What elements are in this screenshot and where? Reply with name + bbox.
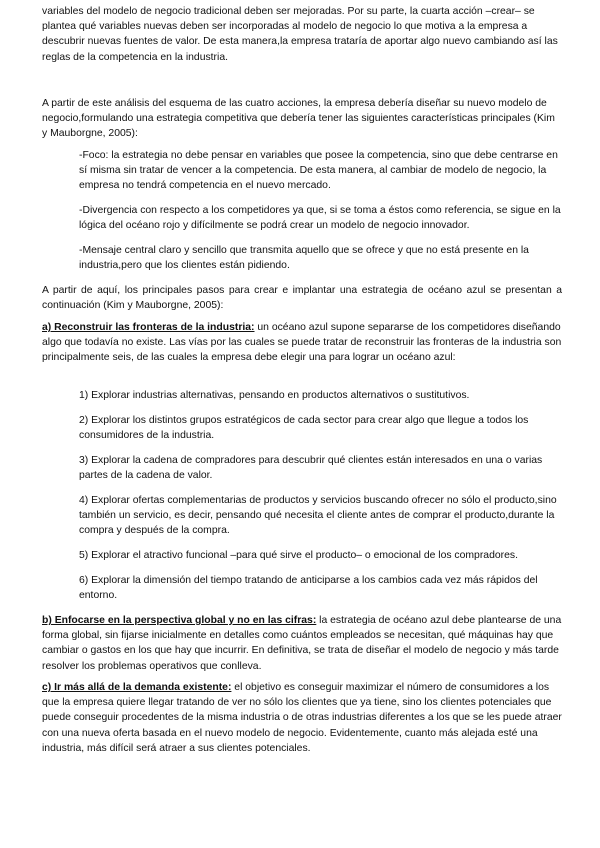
section-c-text: el objetivo es conseguir maximizar el número de consumidores a los que la empresa quiere llegar tratando de ver no sólo los clientes que ya tiene, sino los clientes potenciales que puede conseguir procedentes de la misma industria o de otras industrias diferentes a los que se les puede atraer con una nueva oferta basada en el nuevo modelo de negocio. Evidentemente, cuanto más alejada esté una industria, más difícil será atraer a sus clientes potenciales. (42, 682, 562, 754)
list-item-3: 3) Explorar la cadena de compradores para descubrir qué clientes están interesados en una o varias partes de la cadena de valor. (79, 455, 543, 482)
list-item-6: 6) Explorar la dimensión del tiempo tratando de anticiparse a los cambios cada vez más rápidos del entorno. (79, 575, 538, 602)
section-b-heading: b) Enfocarse en la perspectiva global y no en las cifras: (42, 615, 317, 626)
list-item-1: 1) Explorar industrias alternativas, pensando en productos alternativos o sustitutivos. (79, 390, 470, 401)
paragraph-pasos: A partir de aquí, los principales pasos para crear e implantar una estrategia de océano azul se presentan a continuación (Kim y Mauborgne, 2005): (42, 285, 562, 312)
section-c (42, 680, 562, 756)
section-a (42, 320, 562, 366)
section-b-text: la estrategia de océano azul debe plantearse de una forma global, sin fijarse inicialmente en detalles como cuántos empleados se necesitan, qué máquinas hay que cambiar o gastos en los que hay que incurrir. En definitiva, se trata de diseñar el modelo de negocio y más tarde resolver los problemas operativos que conlleva. (42, 615, 562, 672)
section-a-text: un océano azul supone separarse de los competidores diseñando algo que todavía no existe. Las vías por las cuales se puede tratar de reconstruir las fronteras de la industria son principalmente seis, de las cuales la empresa debe elegir una para lograr un océano azul: (42, 322, 562, 364)
list-item-mensaje: -Mensaje central claro y sencillo que transmita aquello que se ofrece y que no está presente en la industria,pero que los clientes están pidiendo. (79, 245, 529, 272)
list-item-2: 2) Explorar los distintos grupos estratégicos de cada sector para crear algo que llegue a todos los consumidores de la industria. (79, 415, 529, 442)
section-a-heading: a) Reconstruir las fronteras de la industria: (42, 322, 255, 333)
list-item-5: 5) Explorar el atractivo funcional –para qué sirve el producto– o emocional de los compradores. (79, 550, 518, 561)
section-b (42, 613, 562, 674)
paragraph-cuatro-acciones: variables del modelo de negocio tradicional deben ser mejoradas. Por su parte, la cuarta acción –crear– se plantea qué variables nuevas deben ser incorporadas al modelo de negocio lo que motiva a la empresa a descubrir nuevas fuentes de valor. De esta manera,la empresa trataría de aportar algo nuevo cambiando así las reglas de la competencia en la industria. (42, 6, 558, 63)
list-item-4: 4) Explorar ofertas complementarias de productos y servicios buscando ofrecer no sólo el producto,sino también un servicio, es decir, pensando qué necesita el cliente antes de comprar el producto,durante la compra y después de la compra. (79, 495, 557, 537)
list-item-foco: -Foco: la estrategia no debe pensar en variables que posee la competencia, sino que debe centrarse en sí misma sin tratar de vencer a la competencia. De esta manera, al cambiar de modelo de negocio, la empresa no tendrá competencia en el nuevo mercado. (79, 150, 558, 192)
section-c-heading: c) Ir más allá de la demanda existente: (42, 682, 232, 693)
list-item-divergencia: -Divergencia con respecto a los competidores ya que, si se toma a éstos como referencia, se sigue en la lógica del océano rojo y difícilmente se podrá crear un modelo de negocio innovador. (79, 205, 561, 232)
paragraph-modelo-negocio: A partir de este análisis del esquema de las cuatro acciones, la empresa debería diseñar su nuevo modelo de negocio,formulando una estrategia competitiva que debería tener las siguientes características principales (Kim y Mauborgne, 2005): (42, 98, 555, 140)
